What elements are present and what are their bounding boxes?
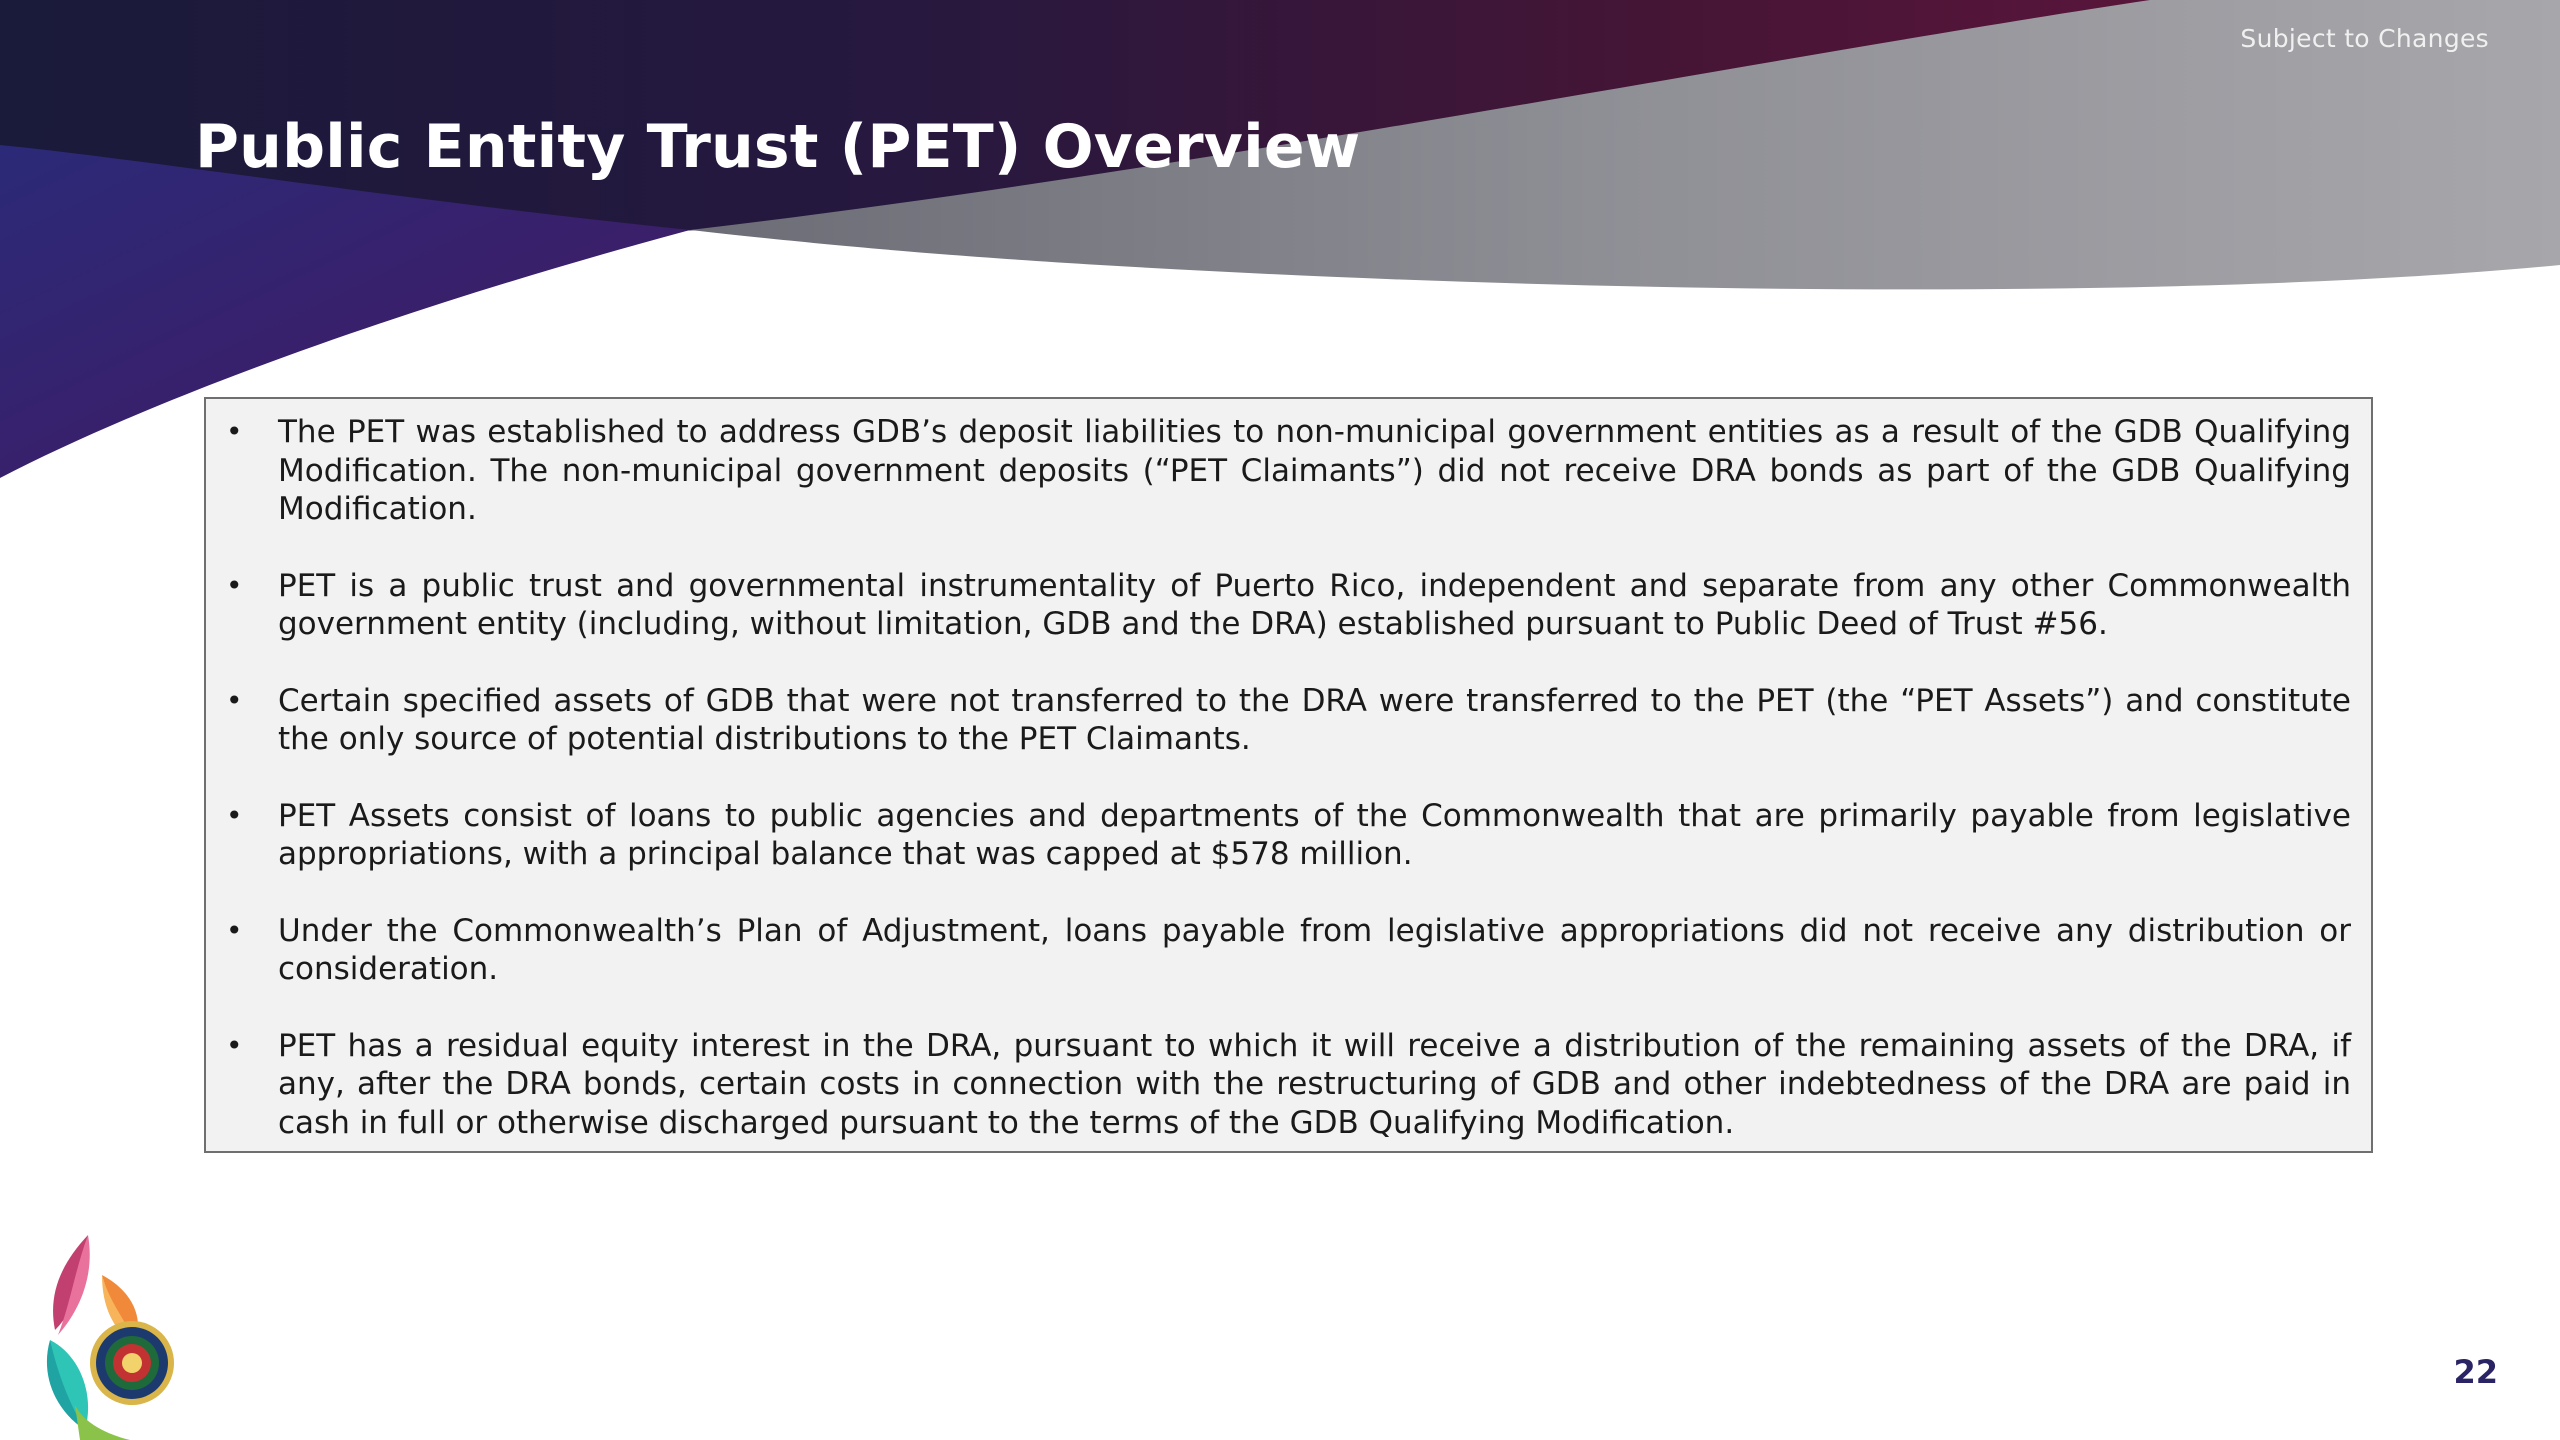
page-number: 22 [2453,1353,2498,1391]
bullet-item: • Under the Commonwealth’s Plan of Adjustment, loans payable from legislative appropriations did not receive any distribution or consideration. [226,912,2351,989]
page-title: Public Entity Trust (PET) Overview [195,112,1361,182]
bullet-item: • Certain specified assets of GDB that were not transferred to the DRA were transferred to the PET (the “PET Assets”) and constitute the only source of potential distributions to the PET Claimants. [226,682,2351,759]
puerto-rico-seal-logo-icon [40,1235,190,1440]
bullet-item: • PET is a public trust and governmental instrumentality of Puerto Rico, independent and separate from any other Commonwealth government entity (including, without limitation, GDB and the DRA) established pursuant to Public Deed of Trust #56. [226,567,2351,644]
subject-to-changes-note: Subject to Changes [2240,24,2489,53]
content-box [204,397,2373,1153]
bullet-item: • PET has a residual equity interest in the DRA, pursuant to which it will receive a distribution of the remaining assets of the DRA, if any, after the DRA bonds, certain costs in connection with the restructuring of GDB and other indebtedness of the DRA are paid in cash in full or otherwise discharged pursuant to the terms of the GDB Qualifying Modification. [226,1027,2351,1143]
bullet-list [226,413,2351,1142]
bullet-item: • The PET was established to address GDB’s deposit liabilities to non-municipal government entities as a result of the GDB Qualifying Modification. The non-municipal government deposits (“PET Claimants”) did not receive DRA bonds as part of the GDB Qualifying Modification. [226,413,2351,529]
bullet-item: • PET Assets consist of loans to public agencies and departments of the Commonwealth that are primarily payable from legislative appropriations, with a principal balance that was capped at $578 million. [226,797,2351,874]
